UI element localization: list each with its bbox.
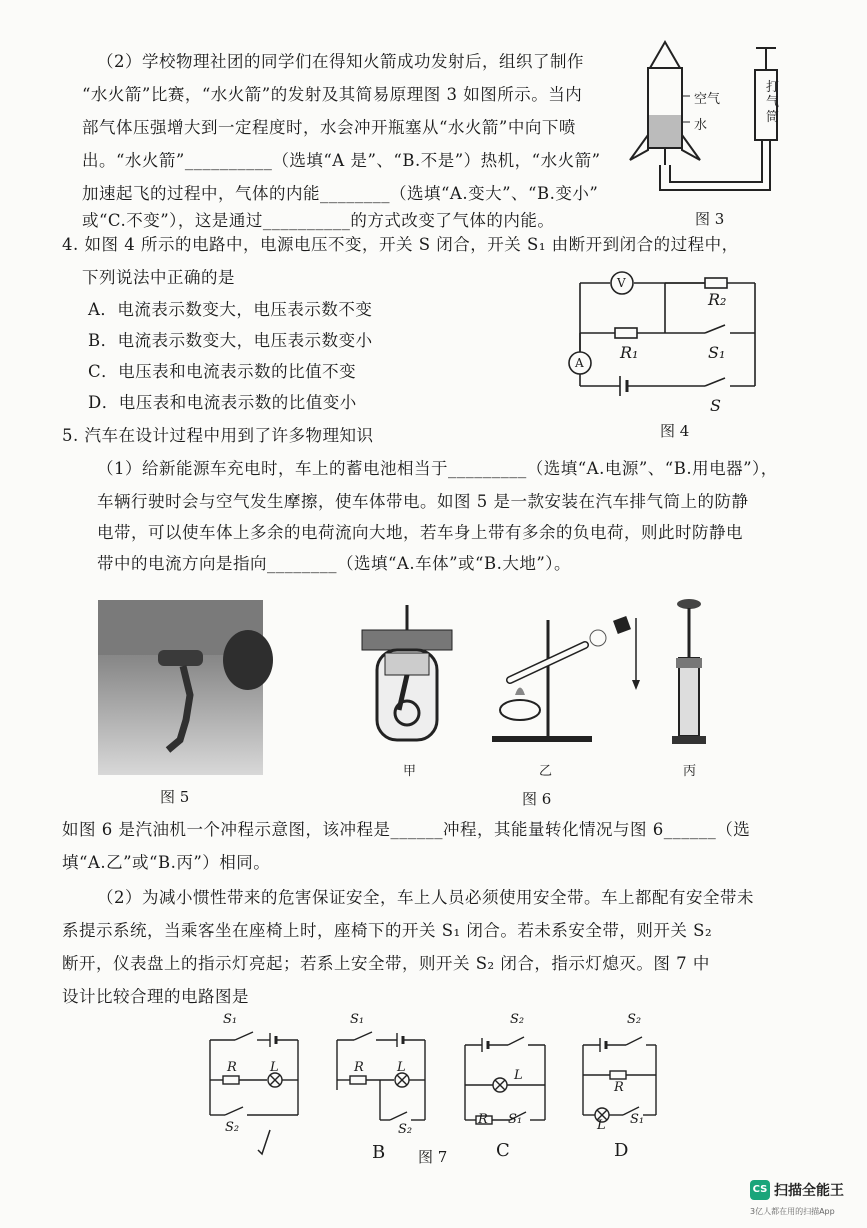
fig4-s-label: S xyxy=(710,396,721,415)
figure-6-bing-piston xyxy=(632,598,712,748)
figure-4-circuit xyxy=(565,268,765,398)
q5-p1-line-5: 如图 6 是汽油机一个冲程示意图，该冲程是______冲程，其能量转化情况与图 6______（选 xyxy=(62,820,751,839)
fig7-label-d: D xyxy=(614,1140,629,1161)
fig7d-l: L xyxy=(597,1118,606,1133)
fig4-caption: 图 4 xyxy=(660,422,690,440)
fig3-caption: 图 3 xyxy=(695,210,725,228)
scanner-watermark xyxy=(750,1178,850,1222)
fig6-label-jia: 甲 xyxy=(403,764,417,779)
q4-option-b: B．电流表示数变大，电压表示数变小 xyxy=(88,331,373,350)
fig7-label-c: C xyxy=(496,1140,510,1161)
q5-p1-line-2: 车辆行驶时会与空气发生摩擦，使车体带电。如图 5 是一款安装在汽车排气筒上的防静 xyxy=(97,492,749,511)
fig7a-r: R xyxy=(227,1060,237,1075)
q4-option-a: A．电流表示数变大，电压表示数不变 xyxy=(88,300,373,319)
figure-6-jia-engine xyxy=(357,605,457,745)
q3-line-1: （2）学校物理社团的同学们在得知火箭成功发射后，组织了制作 xyxy=(97,52,584,71)
fig7c-s2: S₂ xyxy=(510,1012,525,1027)
q5-p2-line-1: （2）为减小惯性带来的危害保证安全，车上人员必须使用安全带。车上都配有安全带未 xyxy=(97,888,754,907)
fig3-label-pump: 打气筒 xyxy=(766,80,780,125)
fig4-ammeter-label: A xyxy=(575,356,584,370)
fig4-r2-label: R₂ xyxy=(708,290,727,309)
fig4-r1-label: R₁ xyxy=(620,343,639,362)
q5-p1-line-1: （1）给新能源车充电时，车上的蓄电池相当于_________（选填“A.电源”、“B.用电器”）， xyxy=(97,459,778,478)
fig7b-r: R xyxy=(354,1060,364,1075)
fig7a-l: L xyxy=(270,1060,279,1075)
pen-mark xyxy=(250,1128,275,1158)
q3-line-2: “水火箭”比赛，“水火箭”的发射及其简易原理图 3 如图所示。当内 xyxy=(82,85,583,104)
fig7a-s1: S₁ xyxy=(223,1012,238,1027)
figure-7-circuit-b xyxy=(332,1030,432,1125)
watermark-sub: 3亿人都在用的扫描App xyxy=(750,1207,835,1216)
fig6-caption: 图 6 xyxy=(522,790,552,808)
fig6-label-yi: 乙 xyxy=(539,764,553,779)
q3-line-3: 部气体压强增大到一定程度时，水会冲开瓶塞从“水火箭”中向下喷 xyxy=(82,118,576,137)
q5-p1-line-6: 填“A.乙”或“B.丙”）相同。 xyxy=(62,853,271,872)
fig7-label-b: B xyxy=(372,1142,386,1163)
camscanner-icon: CS xyxy=(750,1180,770,1200)
q5-p2-line-3: 断开，仪表盘上的指示灯亮起；若系上安全带，则开关 S₂ 闭合，指示灯熄灭。图 7 中 xyxy=(62,954,710,973)
fig7b-s1: S₁ xyxy=(350,1012,365,1027)
fig7a-s2: S₂ xyxy=(225,1120,240,1135)
figure-3-water-rocket xyxy=(620,40,820,200)
figure-5-photo xyxy=(98,600,263,775)
q4-stem-1: 4. 如图 4 所示的电路中，电源电压不变，开关 S 闭合，开关 S₁ 由断开到闭合的过程中， xyxy=(62,235,739,254)
q3-line-5: 加速起飞的过程中，气体的内能________（选填“A.变大”、“B.变小” xyxy=(82,184,599,203)
fig7c-l: L xyxy=(514,1068,523,1083)
fig7c-r: R xyxy=(478,1112,488,1127)
q5-p2-line-2: 系提示系统，当乘客坐在座椅上时，座椅下的开关 S₁ 闭合。若未系安全带，则开关 S₂ xyxy=(62,921,713,940)
q3-line-6: 或“C.不变”），这是通过__________的方式改变了气体的内能。 xyxy=(82,211,555,230)
fig6-label-bing: 丙 xyxy=(683,764,697,779)
fig7b-s2: S₂ xyxy=(398,1122,413,1137)
q5-p1-line-3: 电带，可以使车体上多余的电荷流向大地，若车身上带有多余的负电荷，则此时防静电 xyxy=(97,523,743,542)
figure-7-circuit-a xyxy=(205,1030,305,1120)
figure-7-circuit-c xyxy=(460,1030,550,1125)
q4-stem-2: 下列说法中正确的是 xyxy=(82,268,235,287)
fig7d-r: R xyxy=(614,1080,624,1095)
q5-p1-line-4: 带中的电流方向是指向________（选填“A.车体”或“B.大地”）。 xyxy=(97,554,572,573)
q4-option-d: D．电压表和电流表示数的比值变小 xyxy=(88,393,357,412)
fig4-s1-label: S₁ xyxy=(708,343,726,362)
fig7b-l: L xyxy=(397,1060,406,1075)
fig4-voltmeter-label: V xyxy=(617,276,626,290)
figure-7-circuit-d xyxy=(578,1030,668,1120)
q4-option-c: C．电压表和电流表示数的比值不变 xyxy=(88,362,357,381)
fig7-caption: 图 7 xyxy=(418,1148,448,1166)
fig7d-s1: S₁ xyxy=(630,1112,645,1127)
q3-line-4: 出。“水火箭”__________（选填“A 是”、“B.不是”）热机，“水火箭” xyxy=(82,151,601,170)
q5-stem: 5. 汽车在设计过程中用到了许多物理知识 xyxy=(62,426,374,445)
fig3-label-water: 水 xyxy=(694,118,708,133)
q5-p2-line-4: 设计比较合理的电路图是 xyxy=(62,987,249,1006)
fig5-caption: 图 5 xyxy=(160,788,190,806)
fig3-label-air: 空气 xyxy=(694,92,721,107)
figure-6-yi-test-tube xyxy=(490,600,640,745)
fig7c-s1: S₁ xyxy=(508,1112,523,1127)
watermark-name: 扫描全能王 xyxy=(774,1183,844,1199)
fig7d-s2: S₂ xyxy=(627,1012,642,1027)
